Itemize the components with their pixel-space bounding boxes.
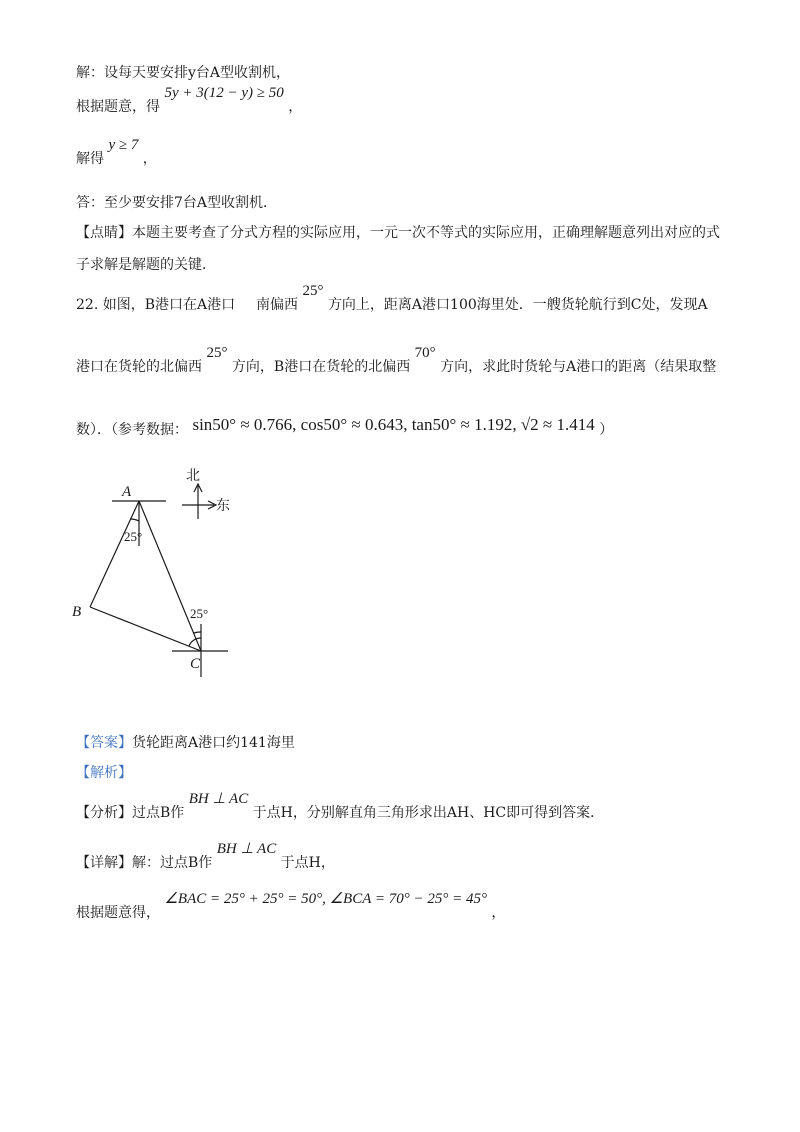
solution-line-setup: 解：设每天要安排y台A型收割机， — [76, 65, 291, 81]
problem-22-angle-2: 70° — [414, 345, 436, 361]
problem-22-line-1 — [76, 283, 708, 313]
reference-data-expression: sin50° ≈ 0.766, cos50° ≈ 0.643, tan50° ≈ 1.192, √2 ≈ 1.414 — [192, 415, 595, 434]
answer-tag: 【答案】 — [76, 735, 132, 751]
compass-north-arrow — [194, 484, 202, 492]
analysis-tag: 【解析】 — [76, 765, 132, 781]
solution-line-result — [76, 137, 157, 167]
result-intro: 解得 — [76, 151, 104, 167]
segment-bc — [90, 607, 201, 651]
compass-east-arrow — [208, 501, 216, 509]
angle-label-c: 25° — [190, 606, 209, 621]
compass-north-label: 北 — [186, 468, 200, 484]
analysis-line-1 — [76, 791, 605, 821]
problem-22-text-c: 方向上，距离A港口100海里处．一艘货轮航行到C处，发现A — [327, 297, 708, 313]
label-c: C — [190, 656, 201, 672]
problem-22-line-2 — [76, 345, 717, 375]
problem-22-text-e: 方向，B港口在货轮的北偏西 — [231, 359, 411, 375]
result-expression: y ≥ 7 — [108, 137, 139, 153]
segment-ab — [90, 501, 139, 607]
detail-intro-2: 根据题意得， — [76, 905, 160, 921]
detail-line-1 — [76, 841, 335, 871]
comment-line-1: 【点睛】本题主要考查了分式方程的实际应用，一元一次不等式的实际应用，正确理解题意列出对应的式 — [76, 225, 720, 241]
segment-ac — [139, 501, 201, 651]
solution-line-answer: 答：至少要安排7台A型收割机． — [76, 195, 278, 211]
problem-22-text-d: 港口在货轮的北偏西 — [76, 359, 202, 375]
angle-arc-a — [130, 519, 139, 521]
answer-text: 货轮距离A港口约141海里 — [132, 735, 295, 751]
analysis-intro: 【分析】过点B作 — [76, 805, 185, 821]
analysis-rest: 于点H，分别解直角三角形求出AH、HC即可得到答案． — [252, 805, 605, 821]
detail-line-2 — [76, 891, 506, 921]
problem-22-text-f: 方向，求此时货轮与A港口的距离（结果取整 — [440, 359, 717, 375]
inequality-intro: 根据题意，得 — [76, 99, 160, 115]
detail-rest: 于点H， — [280, 855, 335, 871]
problem-22-line-3 — [76, 415, 614, 438]
inequality-expression: 5y + 3(12 − y) ≥ 50 — [164, 85, 284, 101]
angle-arc-c — [194, 632, 201, 633]
problem-22-text-h: ） — [599, 422, 614, 438]
perpendicular-expression-2: BH ⊥ AC — [216, 841, 277, 857]
detail-comma: ， — [491, 905, 506, 921]
problem-22-angle: 25° — [302, 283, 324, 299]
label-b: B — [72, 604, 82, 620]
inequality-comma: ， — [288, 99, 303, 115]
problem-22-text-b: 南偏西 — [256, 297, 299, 313]
solution-line-inequality — [76, 85, 303, 115]
comment-line-2: 子求解是解题的关键． — [76, 257, 216, 273]
angle-label-a: 25° — [124, 529, 143, 544]
angle-computation-expression: ∠BAC = 25° + 25° = 50°, ∠BCA = 70° − 25° = 45° — [164, 891, 487, 907]
detail-intro: 【详解】解：过点B作 — [76, 855, 213, 871]
perpendicular-expression-1: BH ⊥ AC — [188, 791, 249, 807]
problem-22-text-g: 数）．（参考数据： — [76, 422, 188, 438]
problem-22-text-a: 22. 如图，B港口在A港口 — [76, 297, 236, 313]
problem-22-angle-1: 25° — [206, 345, 228, 361]
result-comma: ， — [142, 151, 157, 167]
angle-arc-c-wide — [189, 638, 201, 646]
label-a: A — [122, 484, 132, 500]
compass-east-label: 东 — [216, 498, 230, 514]
answer-line — [76, 736, 295, 750]
